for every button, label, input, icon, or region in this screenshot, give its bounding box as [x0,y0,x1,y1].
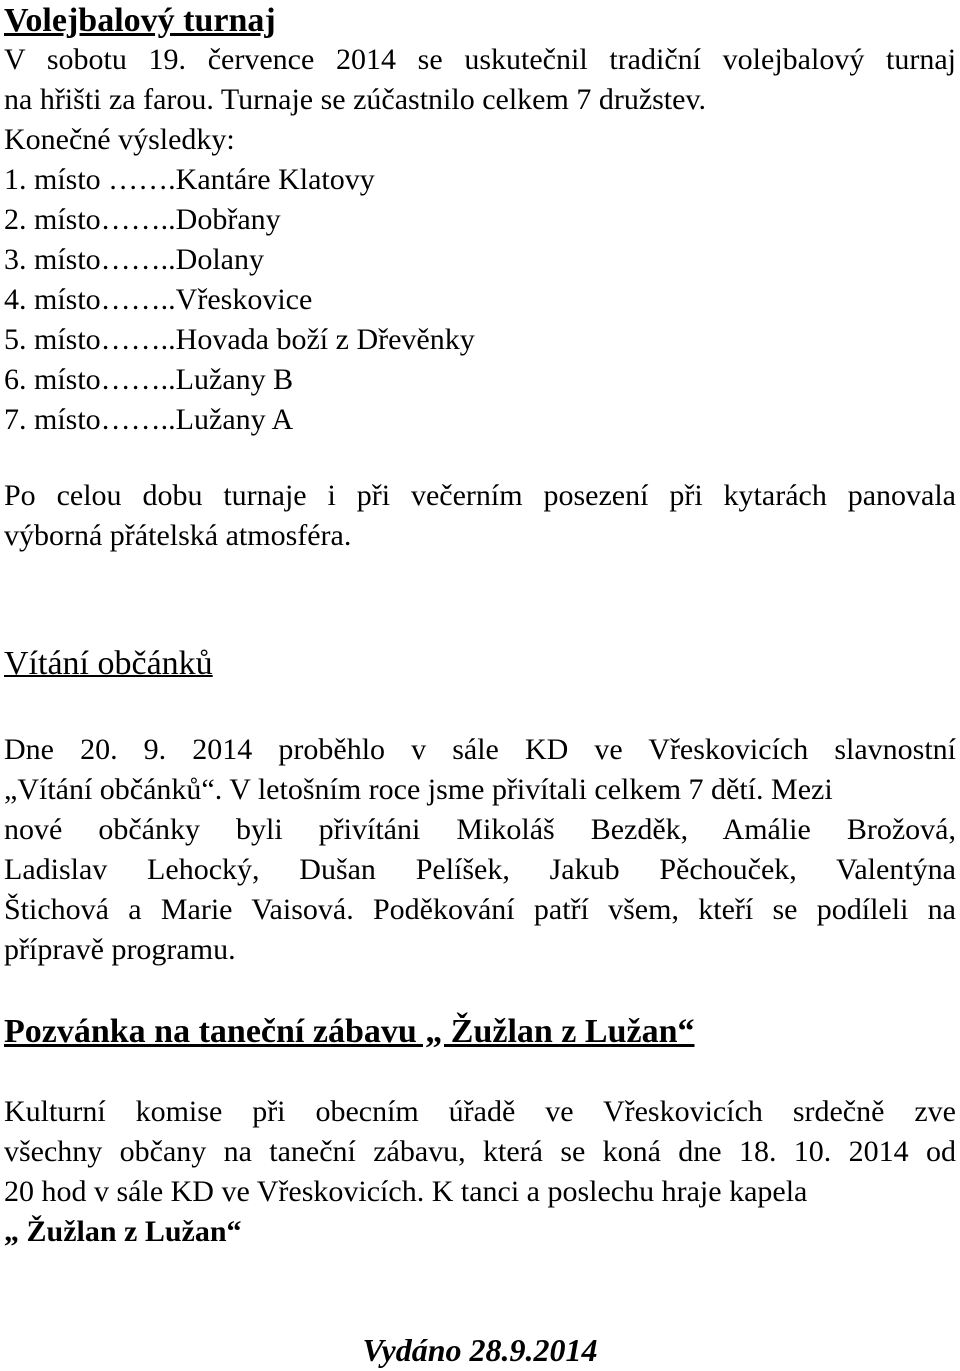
result-item-4: 4. místo……..Vřeskovice [4,283,313,316]
dance-line-1: Kulturní komise při obecním úřadě ve Vřeskovicích srdečně zve [4,1095,956,1128]
volleyball-intro-line-1: V sobotu 19. července 2014 se uskutečnil tradiční volejbalový turnaj [4,43,956,76]
welcoming-title: Vítání občánků [4,645,213,682]
result-item-7: 7. místo……..Lužany A [4,403,294,436]
result-item-6: 6. místo……..Lužany B [4,363,294,396]
welcoming-line-2: „Vítání občánků“. V letošním roce jsme přivítali celkem 7 dětí. Mezi [4,773,833,806]
dance-title: Pozvánka na taneční zábavu „ Žužlan z Lužan“ [4,1013,695,1050]
dance-line-3: 20 hod v sále KD ve Vřeskovicích. K tanci a poslechu hraje kapela [4,1175,808,1208]
welcoming-line-4: Ladislav Lehocký, Dušan Pelíšek, Jakub Pěchouček, Valentýna [4,853,956,886]
volleyball-intro-line-2: na hřišti za farou. Turnaje se zúčastnilo celkem 7 družstev. [4,83,707,116]
welcoming-line-5: Štichová a Marie Vaisová. Poděkování patří všem, kteří se podíleli na [4,893,956,926]
result-item-1: 1. místo …….Kantáre Klatovy [4,163,375,196]
volleyball-title: Volejbalový turnaj [4,2,276,39]
issued-date: Vydáno 28.9.2014 [362,1332,598,1368]
volleyball-closing-line-1: Po celou dobu turnaje i při večerním posezení při kytarách panovala [4,479,956,512]
welcoming-line-6: přípravě programu. [4,933,236,966]
band-name: „ Žužlan z Lužan“ [4,1215,242,1248]
welcoming-line-3: nové občánky byli přivítáni Mikoláš Bezděk, Amálie Brožová, [4,813,956,846]
result-item-3: 3. místo……..Dolany [4,243,264,276]
dance-line-2: všechny občany na taneční zábavu, která se koná dne 18. 10. 2014 od [4,1135,956,1168]
result-item-5: 5. místo……..Hovada boží z Dřevěnky [4,323,475,356]
result-item-2: 2. místo……..Dobřany [4,203,281,236]
welcoming-line-1: Dne 20. 9. 2014 proběhlo v sále KD ve Vřeskovicích slavnostní [4,733,956,766]
volleyball-closing-line-2: výborná přátelská atmosféra. [4,519,352,552]
results-label: Konečné výsledky: [4,123,235,156]
